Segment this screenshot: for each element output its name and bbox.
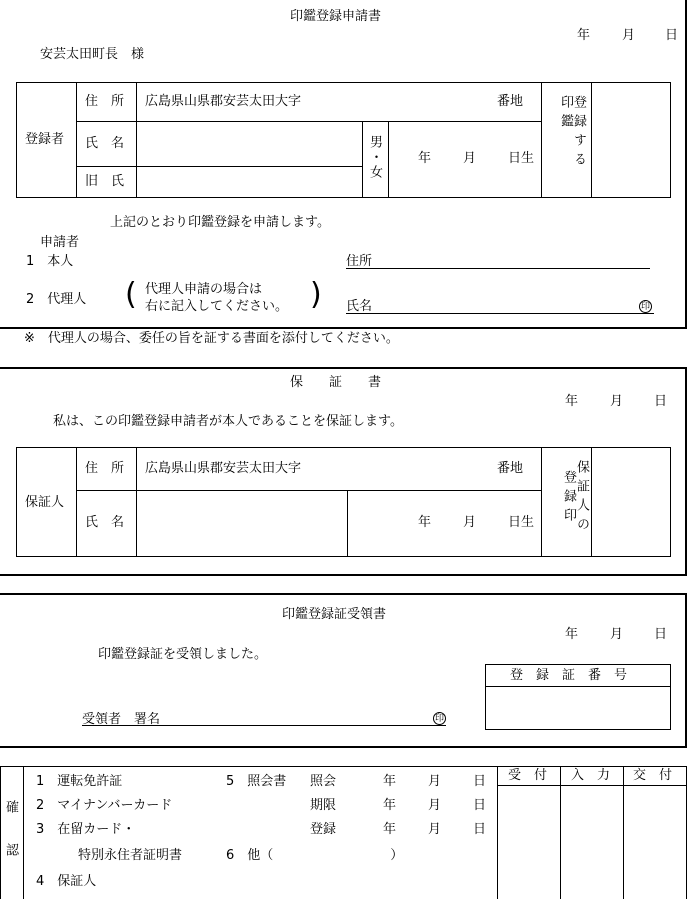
- registration-month: 月: [428, 822, 442, 837]
- confirm-item-4: 4 保証人: [36, 874, 97, 889]
- guarantor-address-label: 住 所: [85, 461, 125, 476]
- inquiry-month: 月: [428, 774, 442, 789]
- guarantee-date-month: 月: [610, 394, 624, 409]
- option-self: 1 本人: [26, 254, 74, 269]
- birth-month: 月: [463, 151, 477, 166]
- guarantor-banchi: 番地: [497, 461, 524, 476]
- guarantee-date-year: 年: [565, 394, 579, 409]
- bracket-right: ): [310, 277, 322, 312]
- registration-label: 登録: [310, 822, 337, 837]
- proxy-note-1: 代理人申請の場合は: [145, 282, 263, 297]
- deadline-day: 日: [473, 798, 487, 813]
- receipt-signature-label: 受領者 署名: [82, 712, 161, 727]
- registrant-label: 登録者: [25, 132, 65, 147]
- application-title: 印鑑登録申請書: [290, 9, 382, 24]
- sex-label: 男・女: [367, 135, 382, 180]
- confirm-item-2: 2 マイナンバーカード: [36, 798, 173, 813]
- application-date-year: 年: [577, 28, 591, 43]
- address-value: 広島県山県郡安芸太田大字: [145, 94, 302, 109]
- proxy-note-2: 右に記入してください。: [145, 299, 289, 314]
- application-statement: 上記のとおり印鑑登録を申請します。: [110, 215, 330, 230]
- deadline-label: 期限: [310, 798, 337, 813]
- column-reception: 受 付: [508, 768, 548, 783]
- guarantor-label: 保証人: [25, 495, 65, 510]
- guarantor-seal-label: 保証人の登録印: [561, 460, 589, 536]
- deadline-month: 月: [428, 798, 442, 813]
- application-date-month: 月: [622, 28, 636, 43]
- deadline-year: 年: [383, 798, 397, 813]
- registration-number-label: 登 録 証 番 号: [510, 668, 628, 683]
- inquiry-year: 年: [383, 774, 397, 789]
- confirm-item-1: 1 運転免許証: [36, 774, 123, 789]
- receipt-statement: 印鑑登録証を受領しました。: [98, 647, 268, 662]
- applicant-name-line[interactable]: [346, 313, 654, 314]
- applicant-label: 申請者: [40, 235, 80, 250]
- former-name-label: 旧 氏: [85, 174, 125, 189]
- confirm-label: 確認: [3, 800, 18, 886]
- receipt-title: 印鑑登録証受領書: [282, 607, 387, 622]
- receipt-date-year: 年: [565, 627, 579, 642]
- guarantor-address-value: 広島県山県郡安芸太田大字: [145, 461, 302, 476]
- confirm-item-6: 6 他（ ）: [226, 848, 404, 863]
- guarantee-statement: 私は、この印鑑登録申請者が本人であることを保証します。: [53, 414, 403, 429]
- application-date-day: 日: [665, 28, 679, 43]
- guarantor-name-label: 氏 名: [85, 515, 125, 530]
- registration-year: 年: [383, 822, 397, 837]
- name-label: 氏 名: [85, 136, 125, 151]
- seal-label: 登録する印鑑: [558, 95, 586, 171]
- confirm-item-5: 5 照会書: [226, 774, 287, 789]
- receipt-date-day: 日: [654, 627, 668, 642]
- seal-mark-icon: 印: [640, 302, 650, 312]
- banchi-label: 番地: [497, 94, 524, 109]
- inquiry-label: 照会: [310, 774, 337, 789]
- footnote: ※ 代理人の場合、委任の旨を証する書面を添付してください。: [24, 331, 399, 346]
- confirm-item-3: 3 在留カード・: [36, 822, 136, 837]
- addressee: 安芸太田町長 様: [40, 47, 145, 62]
- receipt-date-month: 月: [610, 627, 624, 642]
- registration-day: 日: [473, 822, 487, 837]
- inquiry-day: 日: [473, 774, 487, 789]
- column-input: 入 力: [571, 768, 611, 783]
- guarantee-date-day: 日: [654, 394, 668, 409]
- bracket-left: (: [125, 277, 137, 312]
- receipt-seal-mark-icon: 印: [434, 714, 444, 724]
- guarantee-title: 保 証 書: [290, 375, 382, 390]
- applicant-address-label: 住所: [346, 254, 373, 269]
- address-label: 住 所: [85, 94, 125, 109]
- confirm-item-3b: 特別永住者証明書: [78, 848, 183, 863]
- birth-day: 日生: [508, 151, 535, 166]
- guarantor-birth-month: 月: [463, 515, 477, 530]
- guarantor-birth-year: 年: [418, 515, 432, 530]
- guarantor-birth-day: 日生: [508, 515, 535, 530]
- option-proxy: 2 代理人: [26, 292, 87, 307]
- applicant-name-label: 氏名: [346, 299, 373, 314]
- birth-year: 年: [418, 151, 432, 166]
- receipt-signature-line[interactable]: [82, 725, 446, 726]
- column-issue: 交 付: [633, 768, 673, 783]
- applicant-address-line[interactable]: [346, 268, 650, 269]
